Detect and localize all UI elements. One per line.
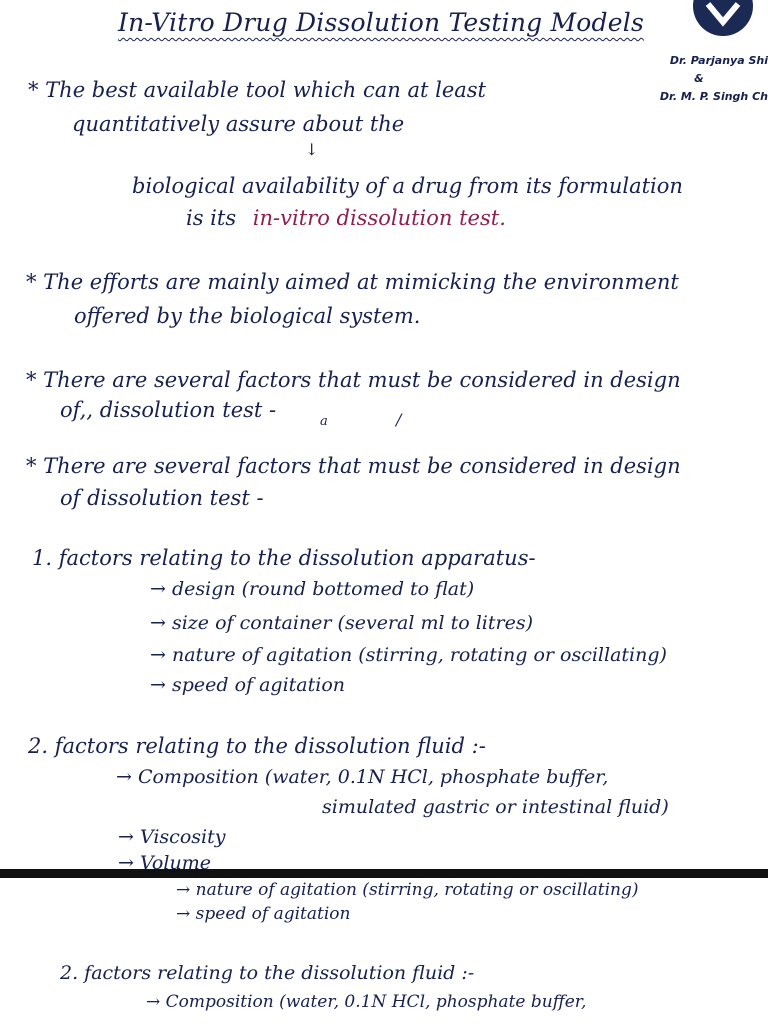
dup-item-speed: → speed of agitation — [176, 904, 351, 924]
apparatus-item-size: → size of container (several ml to litres) — [150, 612, 533, 634]
point-4-line-1: * There are several factors that must be considered in design — [26, 454, 681, 478]
point-1-line-4 — [186, 206, 506, 230]
fluid-item-composition: → Composition (water, 0.1N HCl, phosphate buffer, — [116, 766, 609, 788]
institution-logo-icon — [686, 0, 760, 36]
dup-fluid-heading: 2. factors relating to the dissolution fluid :- — [60, 962, 475, 984]
point-4-line-2: of dissolution test - — [60, 486, 264, 510]
point-1-line-4-prefix: is its — [186, 206, 237, 230]
duplicate-scan-strip — [0, 878, 768, 1024]
fluid-item-composition-cont: simulated gastric or intestinal fluid) — [322, 796, 669, 818]
page-title: In-Vitro Drug Dissolution Testing Models — [118, 8, 644, 37]
dup-fluid-item-composition: → Composition (water, 0.1N HCl, phosphate buffer, — [146, 992, 587, 1012]
stray-mark-1: a — [320, 414, 328, 429]
point-3-line-2: of,, dissolution test - — [60, 398, 277, 422]
point-1-line-1: * The best available tool which can at least — [28, 78, 486, 102]
author-2: Dr. M. P. Singh Ch — [659, 90, 768, 103]
apparatus-item-design: → design (round bottomed to flat) — [150, 578, 475, 600]
fluid-item-volume: → Volume — [118, 852, 211, 869]
author-1: Dr. Parjanya Shi — [669, 54, 768, 67]
fluid-item-viscosity: → Viscosity — [118, 826, 226, 848]
point-2-line-1: * The efforts are mainly aimed at mimicking the environment — [26, 270, 679, 294]
factors-fluid-heading: 2. factors relating to the dissolution fluid :- — [28, 734, 486, 758]
stray-mark-2: / — [396, 410, 402, 429]
dup-item-agitation: → nature of agitation (stirring, rotating or oscillating) — [176, 880, 639, 900]
point-2-line-2: offered by the biological system. — [74, 304, 421, 328]
factors-apparatus-heading: 1. factors relating to the dissolution apparatus- — [32, 546, 536, 570]
down-arrow-icon: ↓ — [305, 140, 319, 159]
apparatus-item-speed: → speed of agitation — [150, 674, 345, 696]
point-1-line-2: quantitatively assure about the — [72, 112, 405, 136]
author-credits — [660, 52, 768, 106]
scan-seam — [0, 869, 768, 878]
author-separator: & — [694, 72, 704, 85]
apparatus-item-agitation: → nature of agitation (stirring, rotating or oscillating) — [150, 644, 667, 666]
point-1-line-3: biological availability of a drug from its formulation — [132, 174, 683, 198]
point-3-line-1: * There are several factors that must be considered in design — [26, 368, 681, 392]
dissolution-test-highlight: in-vitro dissolution test. — [252, 206, 506, 230]
